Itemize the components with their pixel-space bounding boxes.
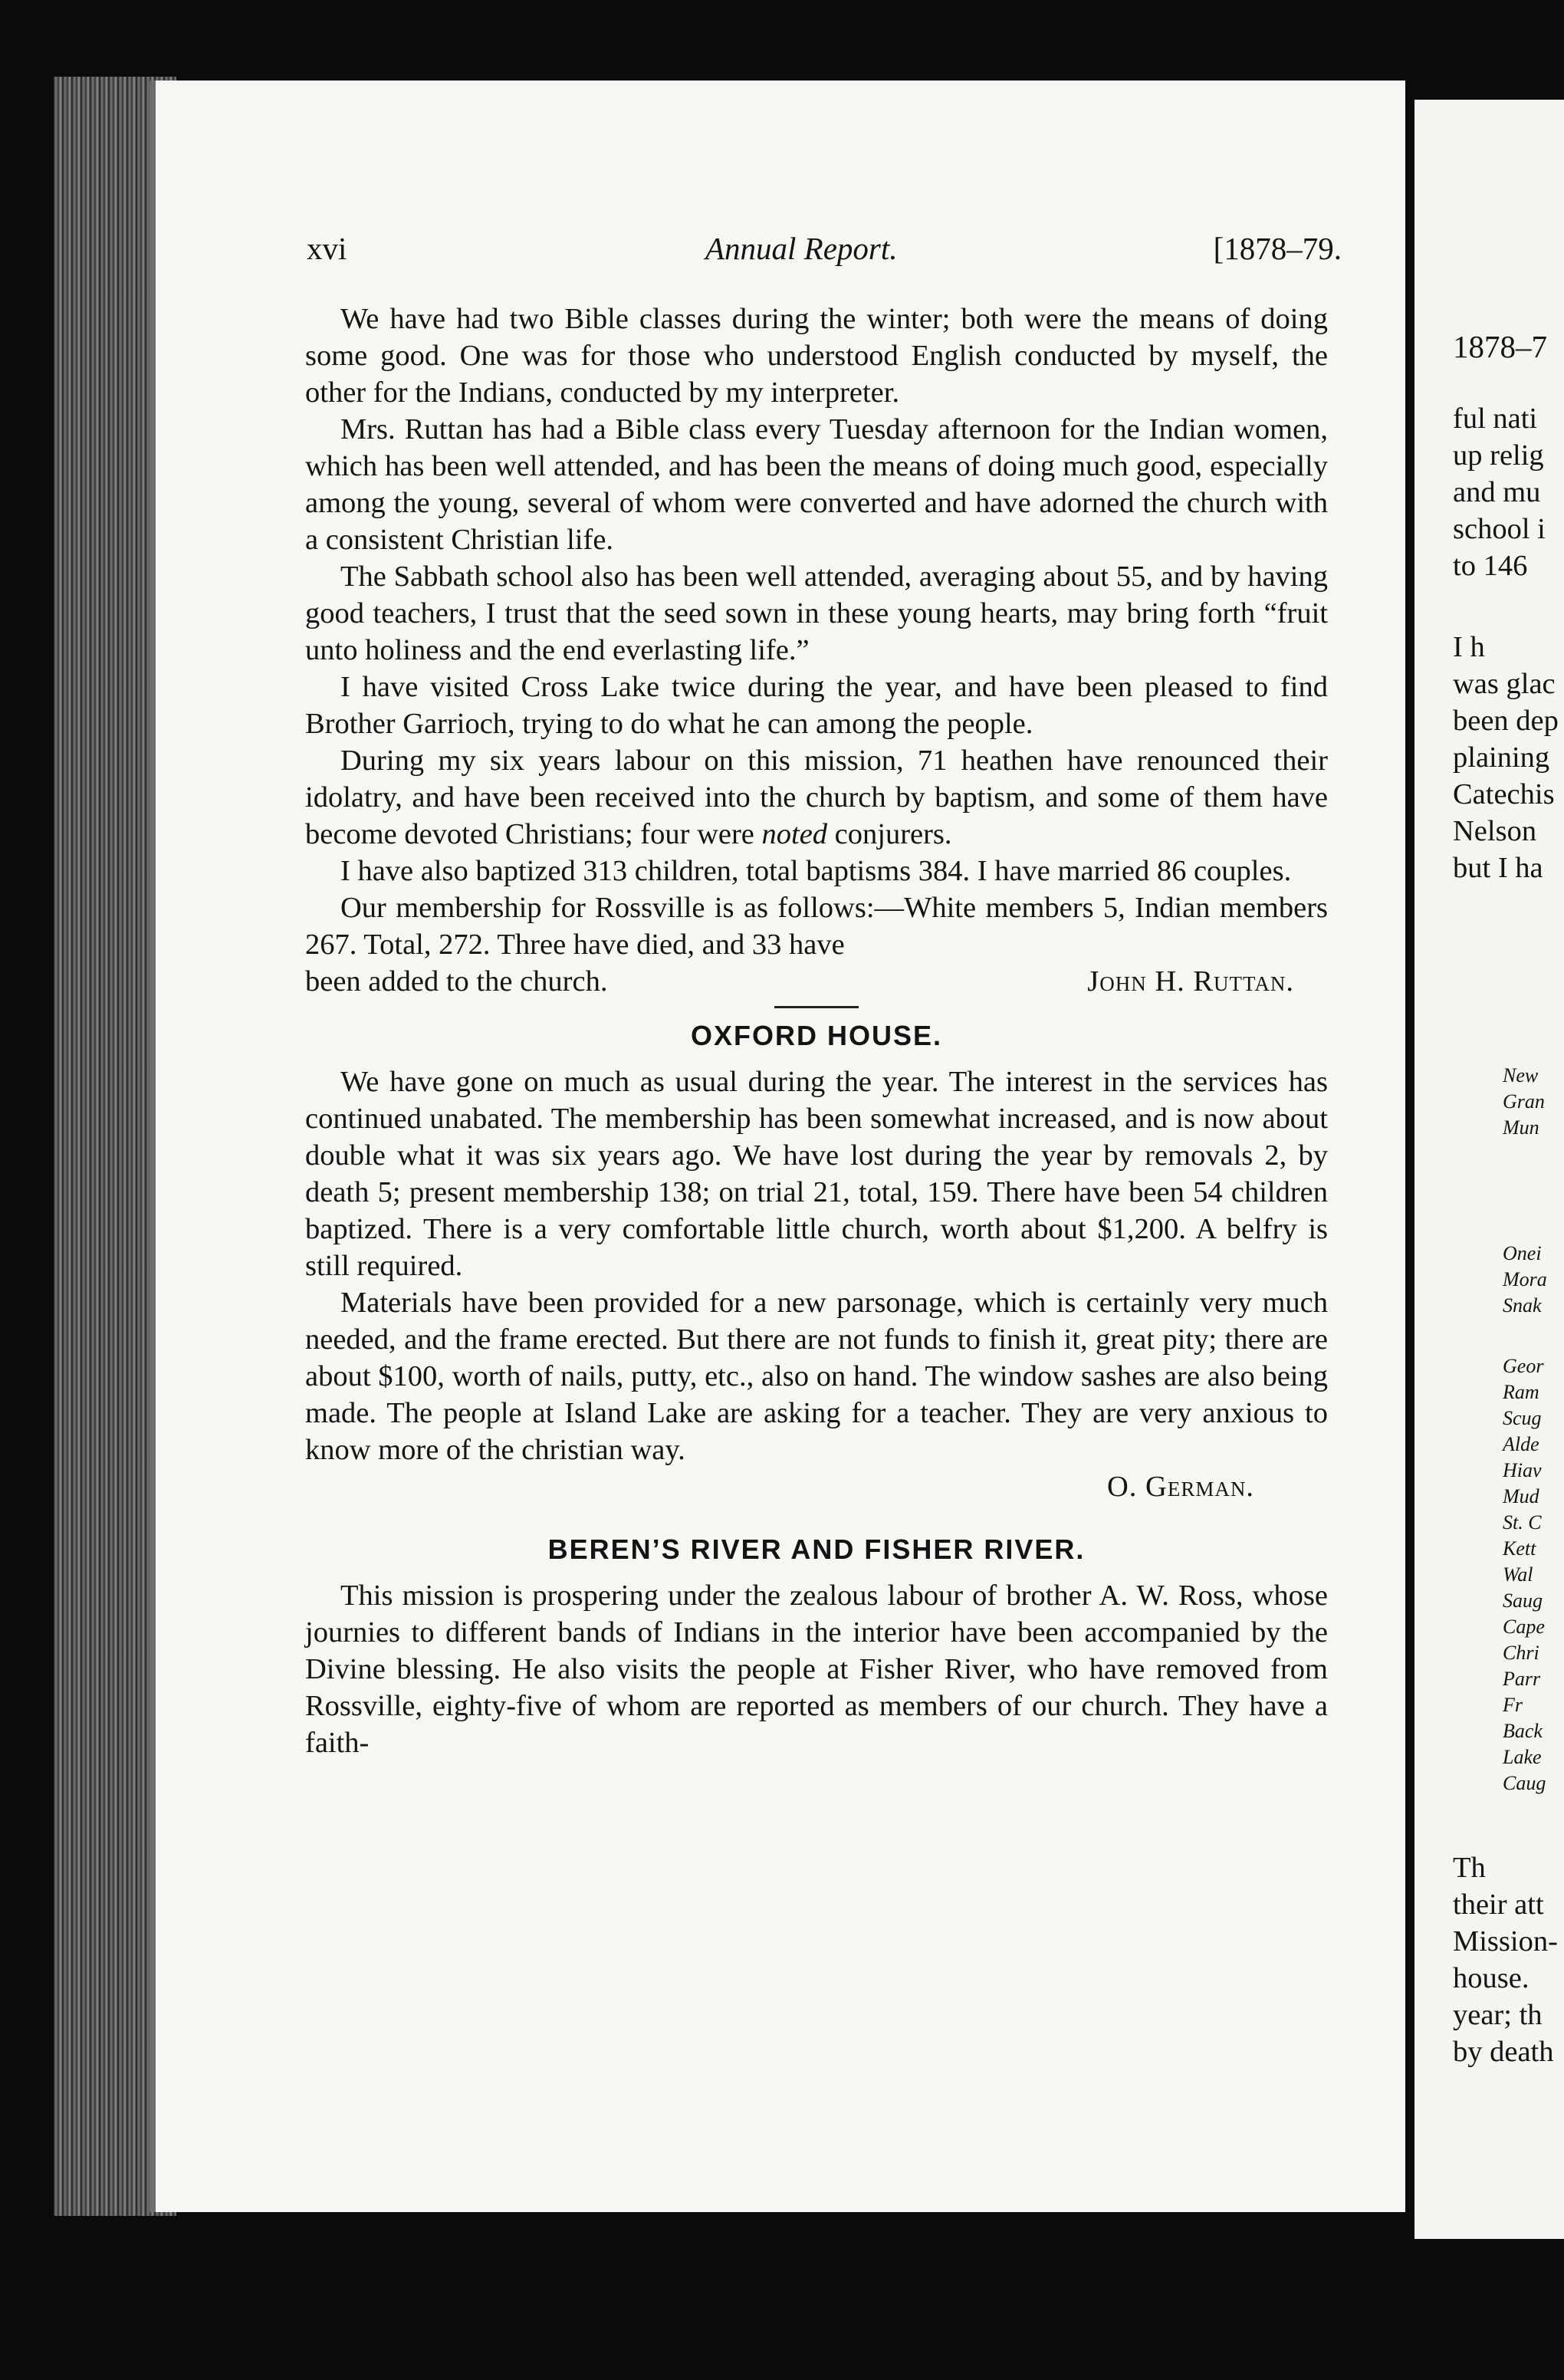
list-item: Parr [1503, 1668, 1541, 1690]
text-line: Catechis [1453, 778, 1555, 810]
signature-ruttan: John H. Ruttan. [1087, 965, 1294, 998]
list-item: Fr [1503, 1694, 1523, 1716]
text-line: and mu [1453, 476, 1541, 508]
facing-list-a [1503, 1063, 1564, 1141]
paragraph-membership: Our membership for Rossville is as follows:—White members 5, Indian members 267. Total, 272. Three have died, and 33 have [305, 892, 1328, 961]
text-line: plaining [1453, 741, 1550, 774]
text-line: but I ha [1453, 852, 1543, 884]
running-title: Annual Report. [705, 231, 898, 266]
text-line: was glac [1453, 668, 1556, 700]
list-item: Snak [1503, 1294, 1542, 1317]
list-item: Kett [1503, 1537, 1536, 1560]
list-item: Mud [1503, 1485, 1539, 1507]
facing-list-c [1503, 1353, 1564, 1797]
list-item: Mun [1503, 1116, 1539, 1139]
section-heading-berens: BEREN’S RIVER AND FISHER RIVER. [547, 1534, 1086, 1565]
facing-text-block-mid [1453, 629, 1564, 886]
facing-text-block-bottom [1453, 1849, 1564, 2070]
report-year: [1878–79. [1213, 231, 1342, 266]
text-line: Mission- [1453, 1925, 1558, 1958]
list-item: St. C [1503, 1511, 1542, 1534]
text-line: ful nati [1453, 403, 1538, 435]
list-item: Mora [1503, 1268, 1547, 1290]
list-item: Back [1503, 1720, 1543, 1742]
facing-text-block-top [1453, 400, 1564, 584]
paragraph: The Sabbath school also has been well attended, averaging about 55, and by having good teachers, I trust that the seed sown in these young hearts, may bring forth “fruit unto holiness and the end everlasting life.” [305, 560, 1328, 666]
facing-page-header: 1878–7 [1453, 329, 1547, 364]
page-number: xvi [307, 231, 347, 266]
list-item: Wal [1503, 1563, 1533, 1586]
list-item: Gran [1503, 1090, 1545, 1113]
closing-text: been added to the church. [305, 965, 608, 998]
text-line: house. [1453, 1962, 1530, 1994]
text-run: conjurers. [827, 818, 952, 850]
list-item: Saug [1503, 1589, 1543, 1612]
list-item: Caug [1503, 1772, 1546, 1794]
text-line: their att [1453, 1889, 1544, 1921]
list-item: Hiav [1503, 1459, 1542, 1481]
text-line: Nelson [1453, 815, 1537, 847]
text-line: Th [1453, 1852, 1486, 1884]
paragraph: Materials have been provided for a new parsonage, which is certainly very much needed, and the frame erected. But there are not funds to finish it, great pity; there are about $100, worth of nails, putty, etc., also on hand. The window sashes are also being made. The people at Island Lake are asking for a teacher. They are very anxious to know more of the christian way. [305, 1287, 1328, 1466]
paragraph: I have also baptized 313 children, total baptisms 384. I have married 86 couples. [340, 855, 1292, 887]
list-item: Lake [1503, 1746, 1542, 1768]
list-item: Scug [1503, 1407, 1542, 1429]
list-item: Cape [1503, 1616, 1545, 1638]
italic-word: noted [761, 818, 828, 850]
list-item: New [1503, 1064, 1539, 1086]
text-line: year; th [1453, 1999, 1543, 2031]
paragraph: We have had two Bible classes during the winter; both were the means of doing some good. One was for those who understood English conducted by myself, the other for the Indians, conducted by my interpreter. [305, 303, 1328, 409]
page-body [305, 301, 1328, 1761]
paragraph-baptisms [305, 742, 1328, 853]
text-line: I h [1453, 631, 1485, 663]
paragraph: I have visited Cross Lake twice during the year, and have been pleased to find Brother Garrioch, trying to do what he can among the people. [305, 671, 1328, 740]
list-item: Chri [1503, 1642, 1539, 1664]
facing-list-b [1503, 1241, 1564, 1319]
list-item: Ram [1503, 1381, 1539, 1403]
text-line: up relig [1453, 439, 1544, 472]
paragraph: Mrs. Ruttan has had a Bible class every Tuesday afternoon for the Indian women, which has been well attended, and has been the means of doing much good, especially among the young, several of whom were converted and have adorned the church with a consistent Christian life. [305, 413, 1328, 556]
section-heading-oxford: OXFORD HOUSE. [690, 1020, 943, 1051]
signature-german: O. German. [1107, 1471, 1254, 1503]
paragraph: We have gone on much as usual during the year. The interest in the services has continued unabated. The membership has been somewhat increased, and is now about double what it was six years ago. We have lost during the year by removals 2, by death 5; present membership 138; on trial 21, total, 159. There have been 54 children baptized. There is a very comfortable little church, worth about $1,200. A belfry is still required. [305, 1066, 1328, 1282]
text-line: by death [1453, 2036, 1554, 2068]
list-item: Alde [1503, 1433, 1539, 1455]
text-line: to 146 [1453, 550, 1528, 582]
list-item: Geor [1503, 1355, 1544, 1377]
text-line: been dep [1453, 705, 1559, 737]
text-run: During my six years labour on this mission, 71 heathen have renounced their idolatry, and have been received into the church by baptism, and some of them have become devoted Christians; four were [305, 745, 1328, 850]
list-item: Onei [1503, 1242, 1542, 1264]
running-header [307, 230, 1342, 276]
signature-line [305, 963, 1328, 1000]
paragraph: This mission is prospering under the zealous labour of brother A. W. Ross, whose journies to different bands of Indians in the interior have been accompanied by the Divine blessing. He also visits the people at Fisher River, who have removed from Rossville, eighty-five of whom are reported as members of our church. They have a faith- [305, 1580, 1328, 1759]
section-divider [774, 1006, 859, 1008]
text-line: school i [1453, 513, 1546, 545]
facing-page-fragment [1414, 100, 1564, 2239]
